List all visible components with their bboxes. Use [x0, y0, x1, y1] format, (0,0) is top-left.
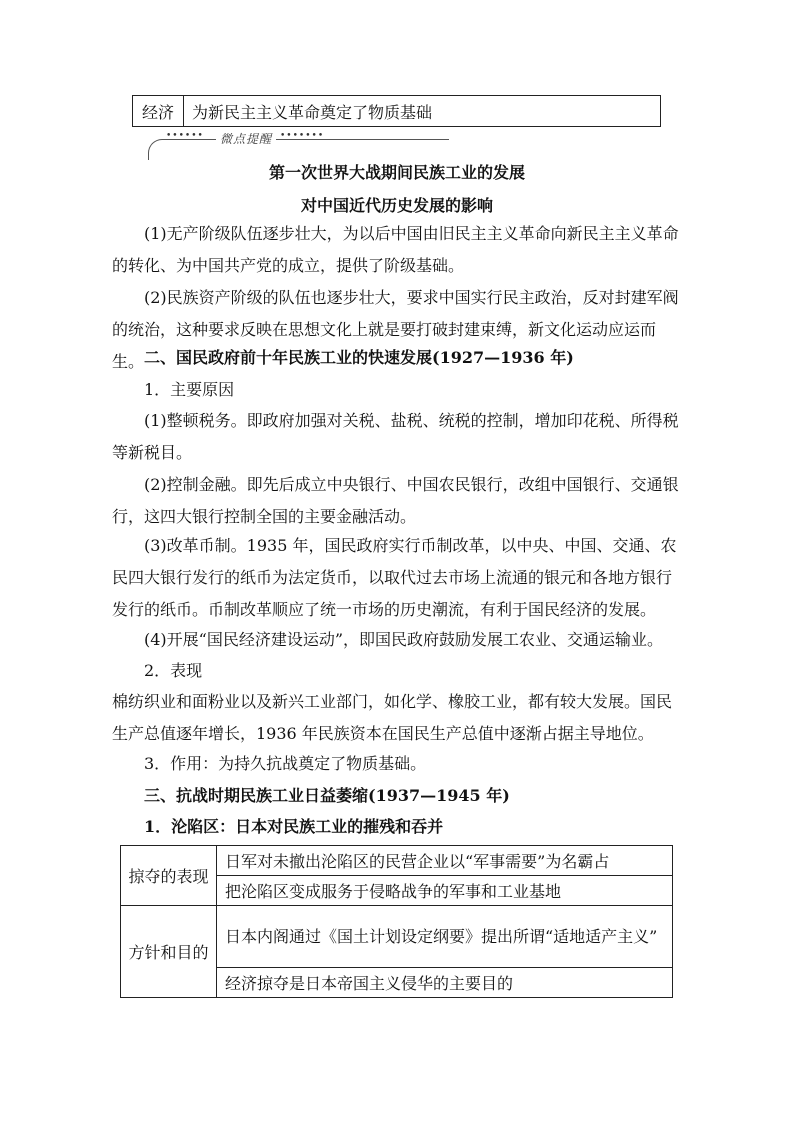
tip-dots-left: •••••• [166, 131, 204, 141]
plunder-cell-1: 日军对未撤出沦陷区的民营企业以“军事需要”为名霸占 [217, 846, 673, 876]
tip-banner [148, 129, 448, 151]
tip-bracket [148, 139, 449, 160]
summary-table-row [132, 95, 661, 127]
section-2-sub-3: 3．作用：为持久抗战奠定了物质基础。 [144, 754, 427, 773]
plunder-cell-2: 把沦陷区变成服务于侵略战争的军事和工业基地 [217, 876, 673, 906]
summary-text: 为新民主主义革命奠定了物质基础 [192, 102, 433, 122]
row-label-policy: 方针和目的 [121, 906, 217, 998]
summary-label: 经济 [133, 96, 184, 126]
section-2-para-5: 棉纺织业和面粉业以及新兴工业部门，如化学、橡胶工业，都有较大发展。国民生产总值逐年增长，1936 年民族资本在国民生产总值中逐渐占据主导地位。 [112, 692, 673, 743]
section-2-para-1: (1)整顿税务。即政府加强对关税、盐税、统税的控制，增加印花税、所得税等新税目。 [112, 411, 679, 462]
section-2-para-3: (3)改革币制。1935 年，国民政府实行币制改革，以中央、中国、交通、农民四大银行发行的纸币为法定货币，以取代过去市场上流通的银元和各地方银行发行的纸币。币制改革顺应了统一市场的历史潮流，有利于国民经济的发展。 [112, 536, 677, 619]
policy-cell-1: 日本内阁通过《国土计划设定纲要》提出所谓“适地适产主义” [217, 906, 673, 968]
section-2-para-2: (2)控制金融。即先后成立中央银行、中国农民银行，改组中国银行、交通银行，这四大银行控制全国的主要金融活动。 [112, 475, 679, 526]
section-2-para-4: (4)开展“国民经济建设运动”，即国民政府鼓励发展工农业、交通运输业。 [144, 630, 664, 649]
paragraph-2: (2)民族资产阶级的队伍也逐步壮大，要求中国实行民主政治，反对封建军阀的统治，这种要求反映在思想文化上就是要打破封建束缚，新文化运动应运而生。 [112, 288, 679, 371]
section-2-sub-2: 2．表现 [144, 661, 203, 680]
occupied-area-table [120, 845, 673, 998]
section-2-title: 二、国民政府前十年民族工业的快速发展(1927—1936 年) [144, 348, 574, 367]
row-label-plunder: 掠夺的表现 [121, 846, 217, 906]
section-2-sub-1: 1．主要原因 [144, 380, 235, 399]
paragraph-1: (1)无产阶级队伍逐步壮大，为以后中国由旧民主主义革命向新民主主义革命的转化、为中国共产党的成立，提供了阶级基础。 [112, 224, 679, 275]
tip-label: 微点提醒 [216, 130, 276, 147]
tip-dots-right: ••••••• [280, 131, 325, 141]
policy-cell-2: 经济掠夺是日本帝国主义侵华的主要目的 [217, 968, 673, 998]
heading-line-1: 第一次世界大战期间民族工业的发展 [268, 163, 525, 182]
section-3-title: 三、抗战时期民族工业日益萎缩(1937—1945 年) [144, 786, 510, 805]
section-3-sub-1: 1．沦陷区：日本对民族工业的摧残和吞并 [144, 817, 444, 836]
heading-line-2: 对中国近代历史发展的影响 [300, 196, 493, 215]
